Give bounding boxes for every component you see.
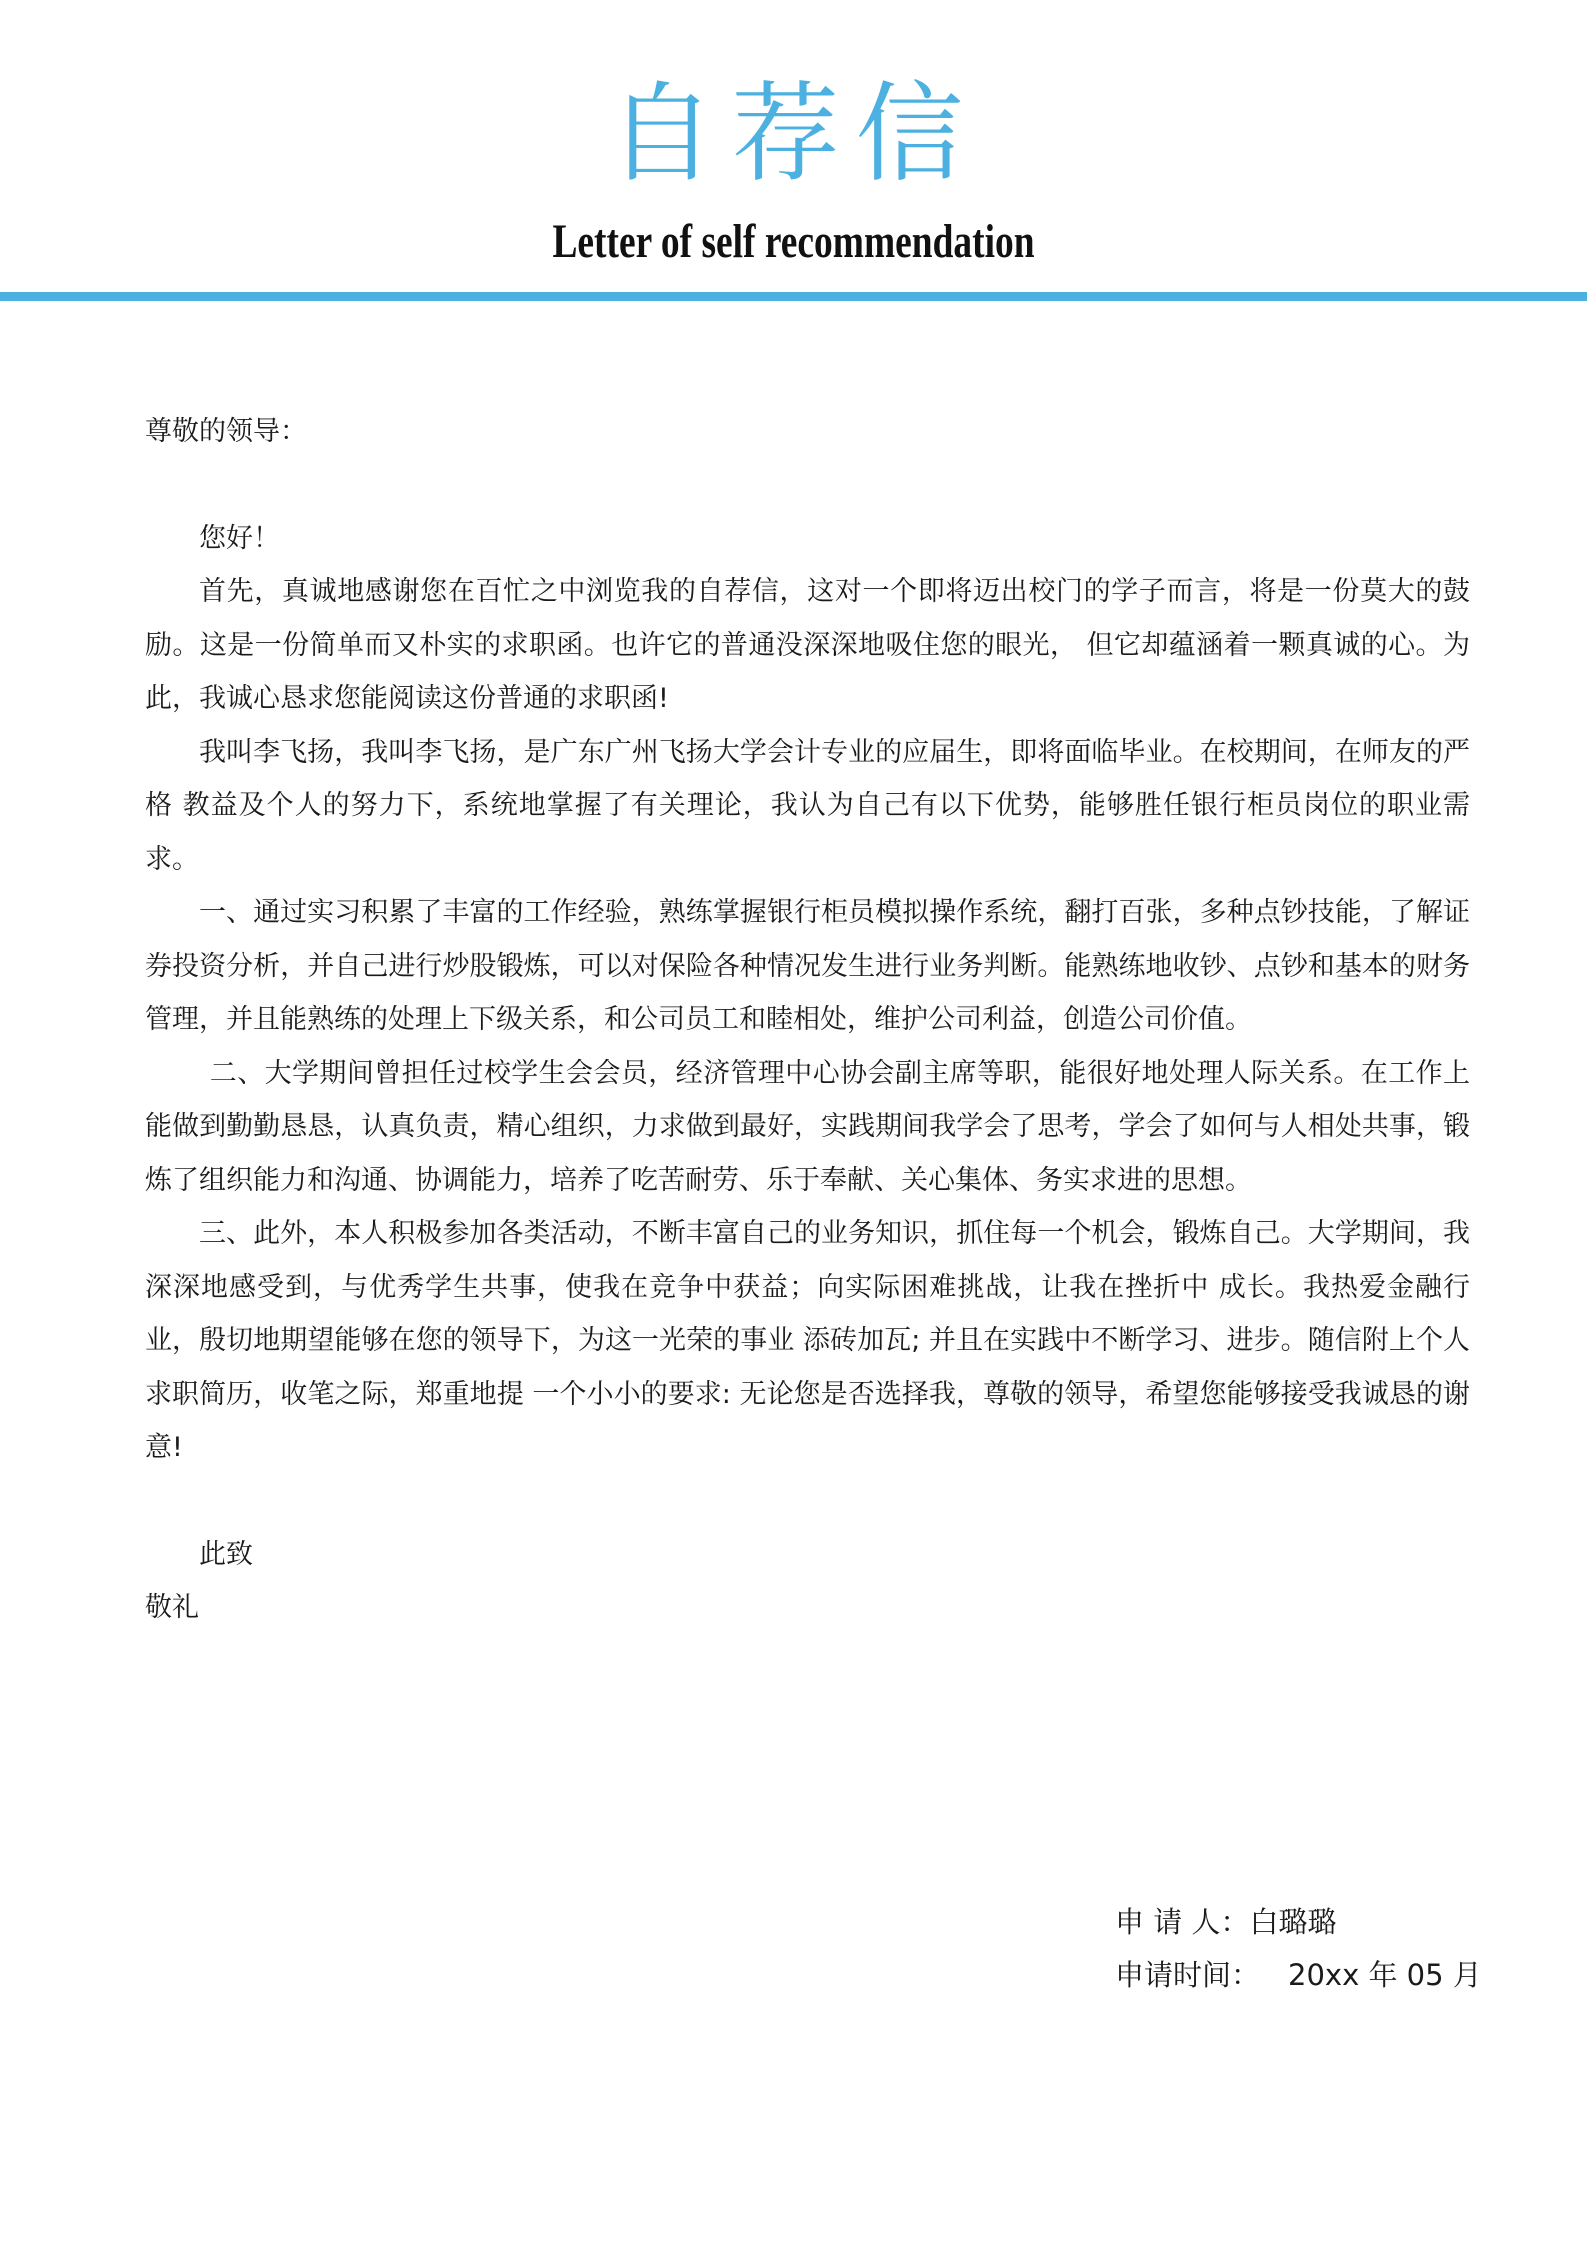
closing-line-1: 此致 xyxy=(199,1538,253,1570)
letter-body xyxy=(145,405,1470,1635)
paragraph-strength-3: 三、此外，本人积极参加各类活动，不断丰富自己的业务知识，抓住每一个机会，锻炼自己。大学期间，我深深地感受到，与优秀学生共事，使我在竞争中获益；向实际困难挑战，让我在挫折中 成长。我热爱金融行业，殷切地期望能够在您的领导下，为这一光荣的事业 添砖加瓦; 并且在实践中不断学习、进步。随信附上个人求职简历，收笔之际，郑重地提 一个小小的要求: 无论您是否选择我，尊敬的领导，希望您能够接受我诚恳的谢意! xyxy=(145,1218,1470,1463)
applicant-name: 白璐璐 xyxy=(1249,1905,1337,1939)
paragraph-strength-2: 二、大学期间曾担任过校学生会会员，经济管理中心协会副主席等职，能很好地处理人际关系。在工作上能做到勤勤恳恳，认真负责，精心组织，力求做到最好，实践期间我学会了思考，学会了如何与人相处共事，锻炼了组织能力和沟通、协调能力，培养了吃苦耐劳、乐于奉献、关心集体、务实求进的思想。 xyxy=(145,1057,1470,1196)
header-divider xyxy=(0,292,1587,301)
signature-block xyxy=(1115,1896,1482,2002)
greeting: 您好！ xyxy=(199,522,280,554)
date-label: 申请时间： xyxy=(1115,1958,1261,1992)
paragraph-intro: 首先，真诚地感谢您在百忙之中浏览我的自荐信，这对一个即将迈出校门的学子而言，将是一份莫大的鼓励。这是一份简单而又朴实的求职函。也许它的普通没深深地吸住您的眼光， 但它却蕴涵着一颗真诚的心。为此，我诚心恳求您能阅读这份普通的求职函! xyxy=(145,576,1470,714)
paragraph-self-intro: 我叫李飞扬，我叫李飞扬，是广东广州飞扬大学会计专业的应届生，即将面临毕业。在校期间，在师友的严格 教益及个人的努力下，系统地掌握了有关理论，我认为自己有以下优势，能够胜任银行柜员岗位的职业需求。 xyxy=(145,736,1470,875)
paragraph-strength-1: 一、通过实习积累了丰富的工作经验，熟练掌握银行柜员模拟操作系统，翻打百张，多种点钞技能，了解证券投资分析，并自己进行炒股锻炼，可以对保险各种情况发生进行业务判断。能熟练地收钞、点钞和基本的财务管理，并且能熟练的处理上下级关系，和公司员工和睦相处，维护公司利益，创造公司价值。 xyxy=(145,897,1470,1035)
page-title: 自荐信 xyxy=(607,72,980,197)
applicant-label: 申 请 人： xyxy=(1115,1905,1250,1939)
closing-line-2: 敬礼 xyxy=(145,1592,199,1623)
applicant-row xyxy=(1115,1896,1482,1949)
date-value: 20xx 年 05 月 xyxy=(1288,1958,1482,1992)
date-row xyxy=(1115,1949,1482,2002)
page-subtitle: Letter of self recommendation xyxy=(552,215,1035,268)
salutation: 尊敬的领导： xyxy=(145,416,307,447)
